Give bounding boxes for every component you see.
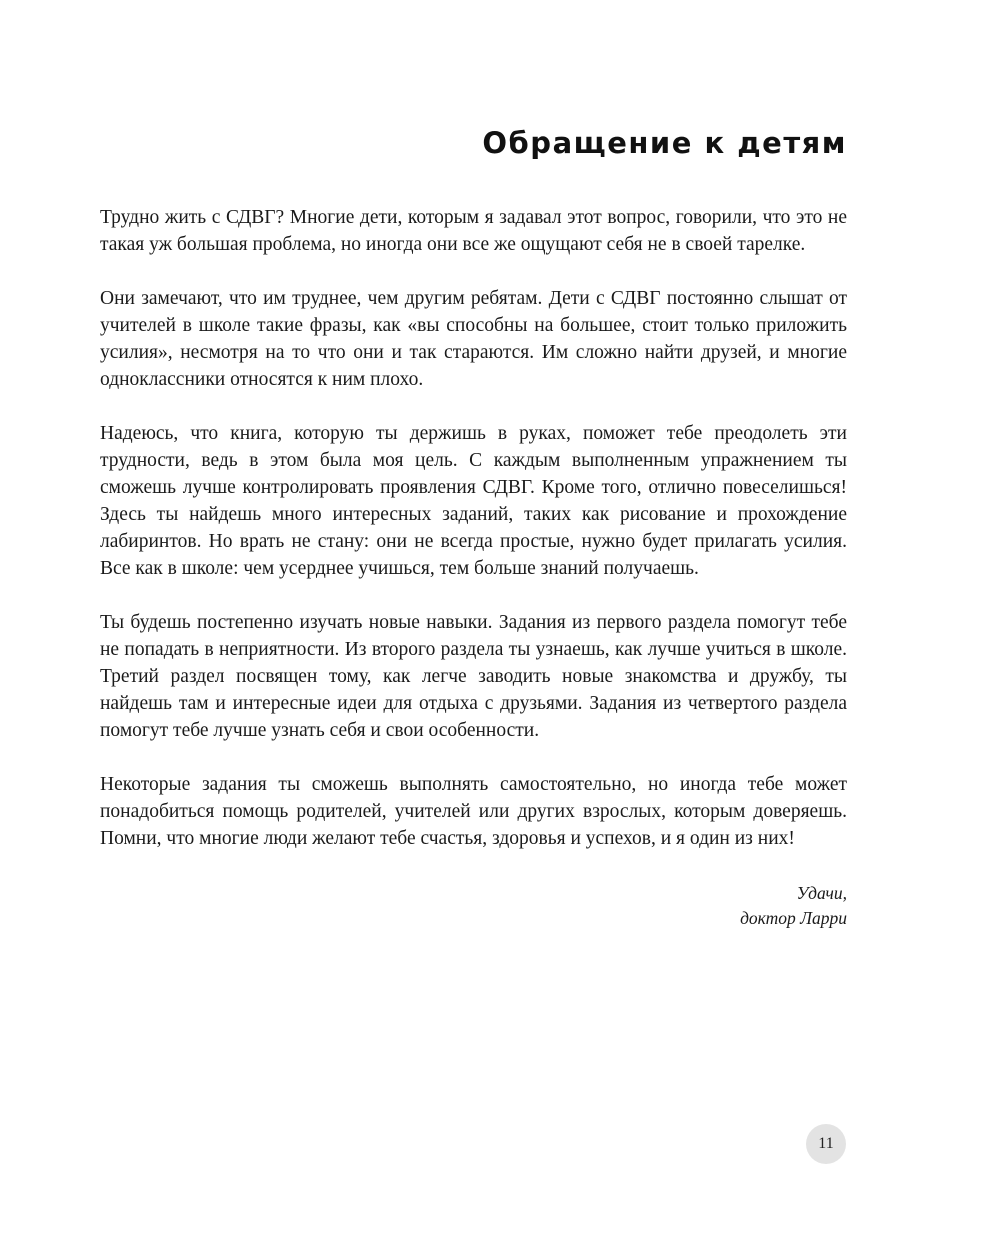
page-title: Обращение к детям bbox=[482, 126, 847, 160]
signature-greeting: Удачи, bbox=[796, 883, 847, 903]
page-number-badge bbox=[806, 1124, 846, 1164]
body-text bbox=[100, 204, 847, 879]
paragraph-3: Надеюсь, что книга, которую ты держишь в руках, поможет тебе преодолеть эти трудности, ведь в этом была моя цель. С каждым выполненным упражнением ты сможешь лучше контролировать проявления СДВГ. Кроме того, отлично повеселишься! Здесь ты найдешь много интересных заданий, таких как рисование и прохождение лабиринтов. Но врать не стану: они не всегда простые, нужно будет прилагать усилия. Все как в школе: чем усерднее учишься, тем больше знаний получаешь. bbox=[100, 423, 847, 579]
paragraph-1: Трудно жить с СДВГ? Многие дети, которым я задавал этот вопрос, говорили, что это не такая уж большая проблема, но иногда они все же ощущают себя не в своей тарелке. bbox=[100, 207, 847, 255]
paragraph-4: Ты будешь постепенно изучать новые навыки. Задания из первого раздела помогут тебе не попадать в неприятности. Из второго раздела ты узнаешь, как лучше учиться в школе. Третий раздел посвящен тому, как легче заводить новые знакомства и дружбу, ты найдешь там и интересные идеи для отдыха с друзьями. Задания из четвертого раздела помогут тебе лучше узнать себя и свои особенности. bbox=[100, 612, 847, 741]
paragraph-5: Некоторые задания ты сможешь выполнять самостоятельно, но иногда тебе может понадобиться помощь родителей, учителей или других взрослых, которым доверяешь. Помни, что многие люди желают тебе счастья, здоровья и успехов, и я один из них! bbox=[100, 774, 847, 849]
signature-author: доктор Ларри bbox=[740, 908, 847, 928]
signature bbox=[100, 881, 847, 931]
paragraph-2: Они замечают, что им труднее, чем другим ребятам. Дети с СДВГ постоянно слышат от учителей в школе такие фразы, как «вы способны на большее, стоит только приложить усилия», несмотря на то что они и так стараются. Им сложно найти друзей, и многие одноклассники относятся к ним плохо. bbox=[100, 288, 847, 390]
page-number: 11 bbox=[818, 1135, 834, 1152]
